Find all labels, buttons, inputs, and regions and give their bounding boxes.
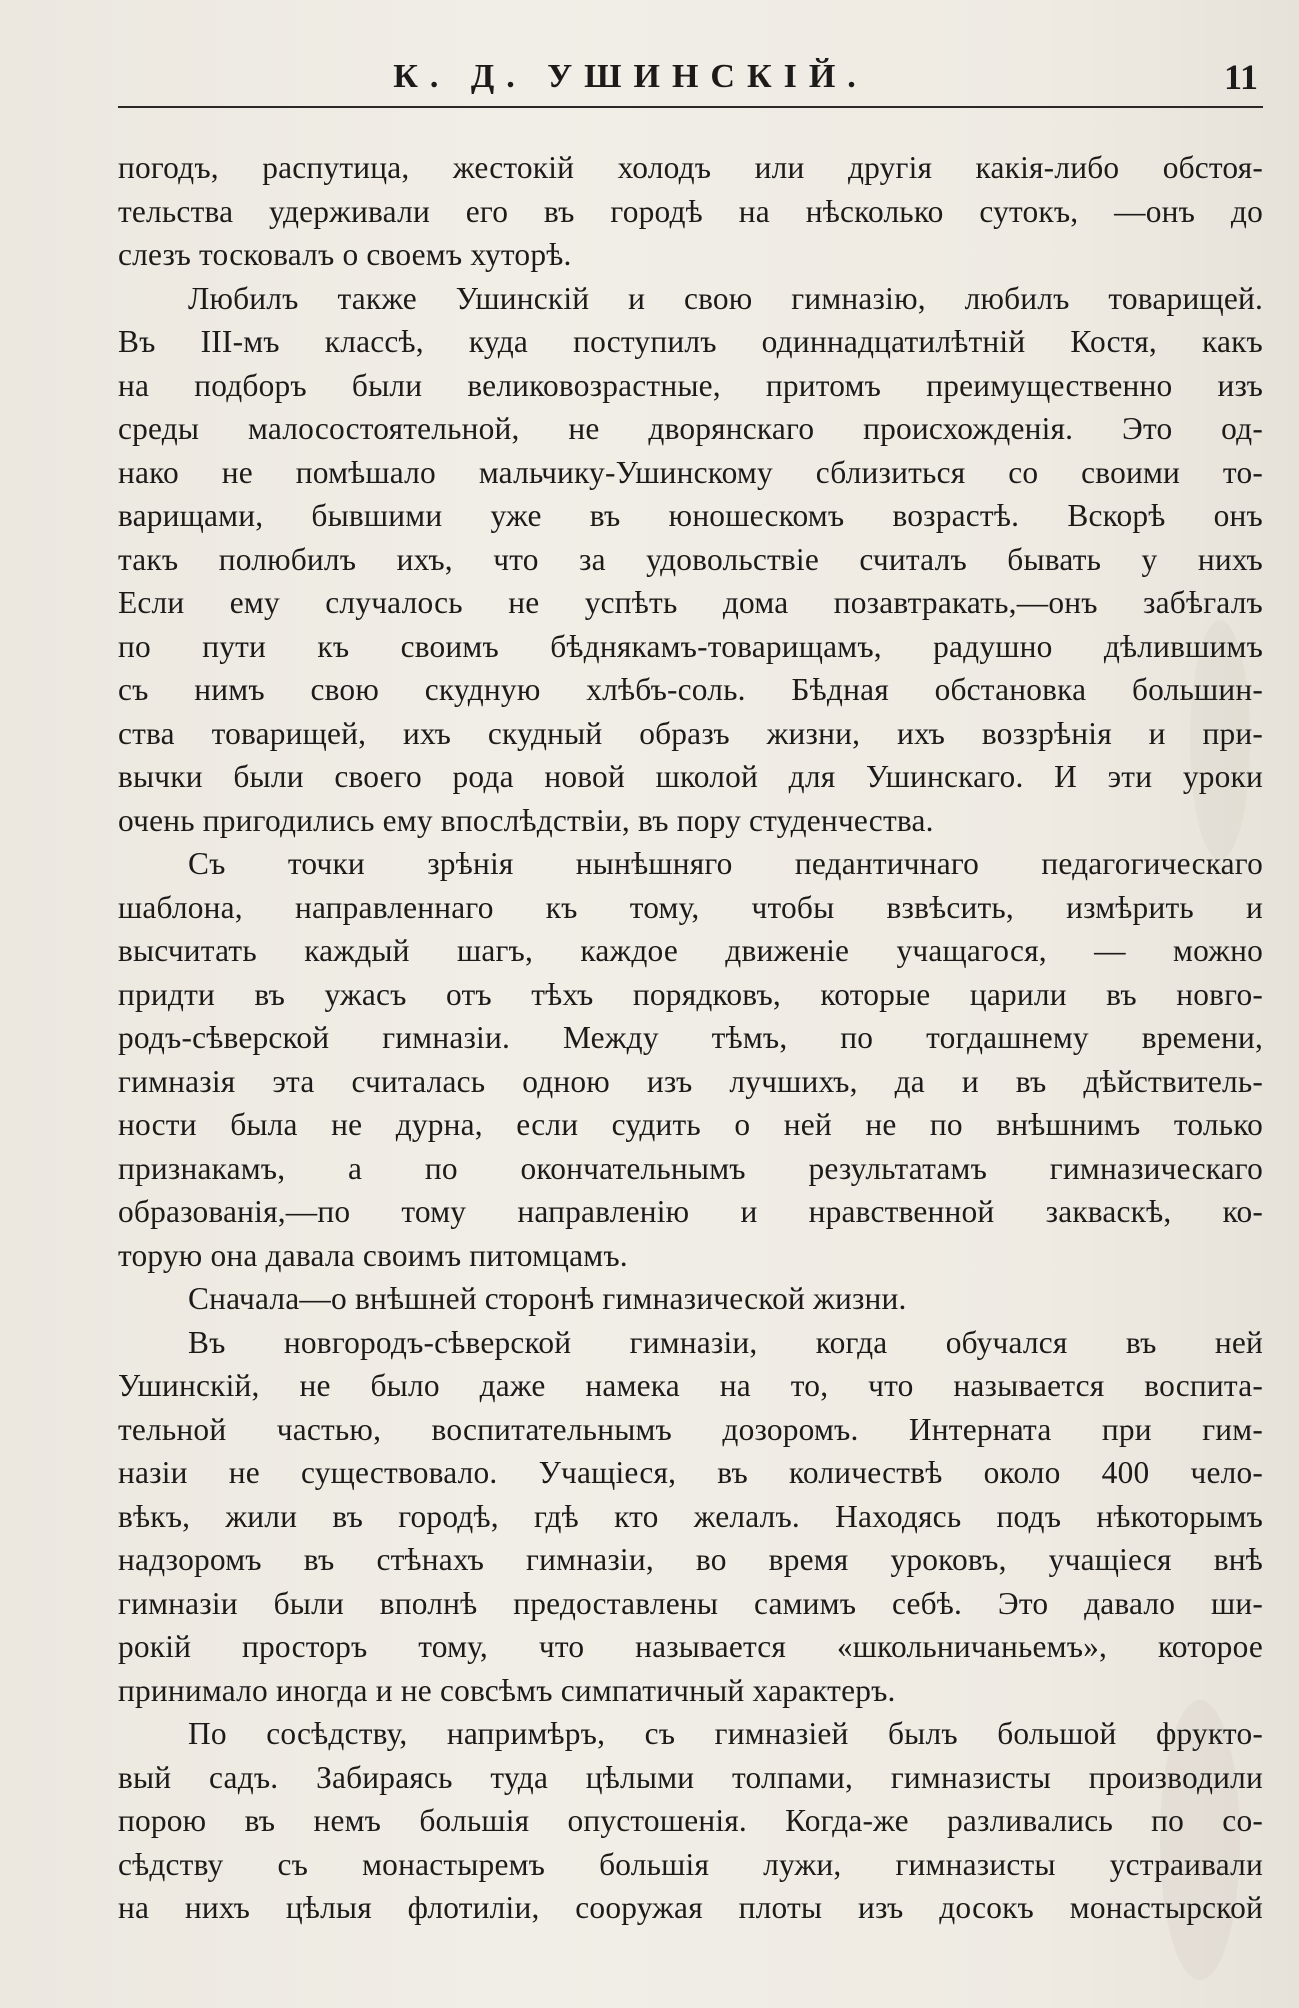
text-line: надзоромъ въ стѣнахъ гимназіи, во время уроковъ, учащіеся внѣ (118, 1542, 1263, 1577)
page-number: 11 (1223, 57, 1258, 97)
text-line: вый садъ. Забираясь туда цѣлыми толпами, гимназисты производили (118, 1759, 1263, 1795)
text-line: вычки были своего рода новой школой для Ушинскаго. И эти уроки (118, 759, 1263, 794)
text-line: на подборъ были великовозрастные, притомъ преимущественно изъ (118, 367, 1263, 403)
page-header (118, 48, 1263, 110)
text-line: высчитать каждый шагъ, каждое движеніе учащагося, — можно (118, 933, 1263, 968)
running-title: К. Д. УШИНСКІЙ. (393, 58, 868, 95)
text-line: сѣдству съ монастыремъ большія лужи, гимназисты устраивали (118, 1846, 1263, 1882)
text-line: порою въ немъ большія опустошенія. Когда-же разливались по со- (118, 1803, 1263, 1838)
text-line: Въ новгородъ-сѣверской гимназіи, когда обучался въ ней (188, 1324, 1263, 1360)
text-line: очень пригодились ему впослѣдствіи, въ пору студенчества. (118, 802, 934, 838)
text-line: шаблона, направленнаго къ тому, чтобы взвѣсить, измѣрить и (118, 889, 1263, 925)
text-line: варищами, бывшими уже въ юношескомъ возрастѣ. Вскорѣ онъ (118, 498, 1263, 533)
text-line: Если ему случалось не успѣть дома позавтракать,—онъ забѣгалъ (118, 585, 1263, 620)
text-line: ности была не дурна, если судить о ней не по внѣшнимъ только (118, 1107, 1263, 1142)
text-line: рокій просторъ тому, что называется «школьничаньемъ», которое (118, 1629, 1263, 1664)
text-line: нако не помѣшало мальчику-Ушинскому сблизиться со своими то- (118, 454, 1263, 490)
text-line: Въ III-мъ классѣ, куда поступилъ одиннадцатилѣтній Костя, какъ (118, 324, 1263, 359)
text-line: образованія,—по тому направленію и нравственной закваскѣ, ко- (118, 1194, 1263, 1229)
header-rule (118, 106, 1263, 108)
text-line: по пути къ своимъ бѣднякамъ-товарищамъ, радушно дѣлившимъ (118, 628, 1263, 664)
text-line: Сначала—о внѣшней сторонѣ гимназической жизни. (188, 1281, 907, 1316)
text-line: родъ-сѣверской гимназіи. Между тѣмъ, по тогдашнему времени, (118, 1020, 1263, 1055)
text-line: такъ полюбилъ ихъ, что за удовольствіе считалъ бывать у нихъ (118, 541, 1263, 577)
text-line: съ нимъ свою скудную хлѣбъ-соль. Бѣдная обстановка большин- (118, 672, 1263, 707)
text-line: среды малосостоятельной, не дворянскаго происхожденія. Это од- (118, 411, 1263, 446)
text-line: Любилъ также Ушинскій и свою гимназію, любилъ товарищей. (188, 280, 1263, 316)
body-text (118, 146, 1263, 1930)
text-line: на нихъ цѣлыя флотиліи, сооружая плоты изъ досокъ монастырской (118, 1890, 1263, 1925)
text-line: придти въ ужасъ отъ тѣхъ порядковъ, которые царили въ новго- (118, 976, 1263, 1012)
text-line: ства товарищей, ихъ скудный образъ жизни, ихъ воззрѣнія и при- (118, 715, 1263, 751)
text-line: принимало иногда и не совсѣмъ симпатичный характеръ. (118, 1672, 896, 1708)
text-line: гимназія эта считалась одною изъ лучшихъ, да и въ дѣйствитель- (118, 1063, 1263, 1099)
text-line: Ушинскій, не было даже намека на то, что называется воспита- (118, 1368, 1263, 1403)
text-line: вѣкъ, жили въ городѣ, гдѣ кто желалъ. Находясь подъ нѣкоторымъ (118, 1498, 1263, 1534)
text-line: По сосѣдству, напримѣръ, съ гимназіей былъ большой фрукто- (188, 1716, 1263, 1751)
text-line: слезъ тосковалъ о своемъ хуторѣ. (118, 237, 572, 272)
text-line: назіи не существовало. Учащіеся, въ количествѣ около 400 чело- (118, 1455, 1263, 1490)
text-line: торую она давала своимъ питомцамъ. (118, 1237, 628, 1273)
text-line: Съ точки зрѣнія нынѣшняго педантичнаго педагогическаго (188, 846, 1263, 881)
text-line: погодъ, распутица, жестокій холодъ или другія какія-либо обстоя- (118, 150, 1263, 185)
text-line: тельства удерживали его въ городѣ на нѣсколько сутокъ, —онъ до (118, 193, 1263, 229)
text-line: признакамъ, а по окончательнымъ результатамъ гимназическаго (118, 1150, 1263, 1186)
text-line: тельной частью, воспитательнымъ дозоромъ. Интерната при гим- (118, 1411, 1263, 1447)
text-line: гимназіи были вполнѣ предоставлены самимъ себѣ. Это давало ши- (118, 1585, 1263, 1621)
